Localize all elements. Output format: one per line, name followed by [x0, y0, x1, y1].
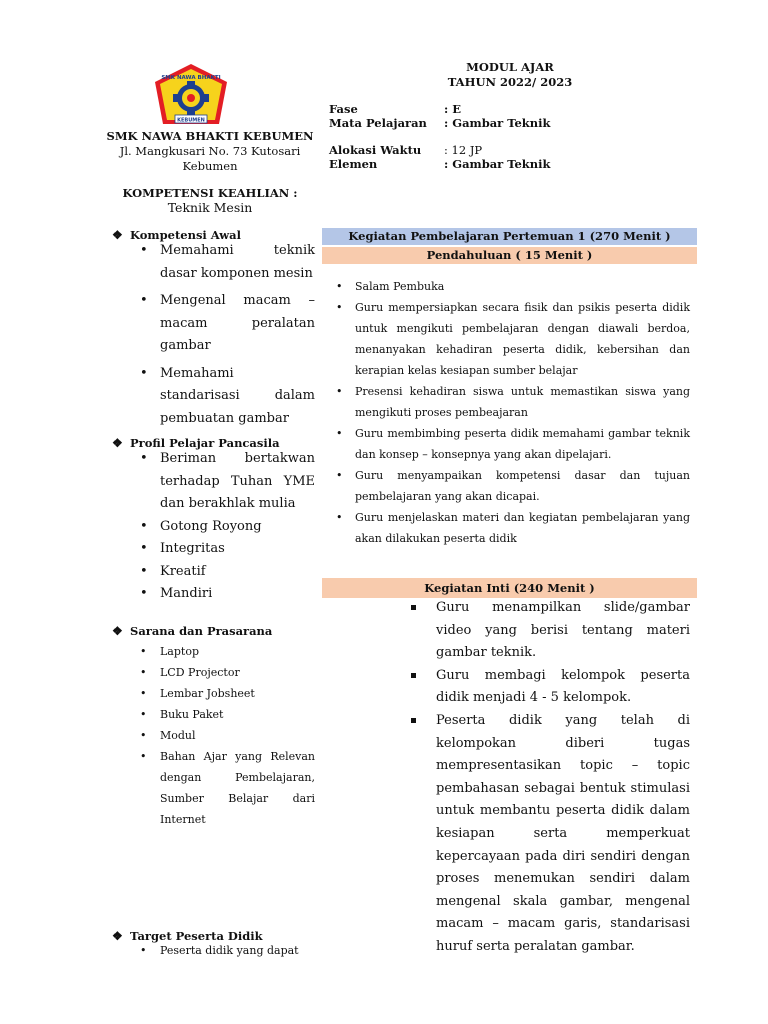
- list-item: Peserta didik yang telah di kelompokan diberi tugas mempresentasikan topic – topic pembahasan sebagai bentuk stimulasi untuk membantu peserta didik dalam kesiapan serta memperkuat kepercayaan pada diri sendiri dengan proses menemukan sendiri dalam mengenal skala gambar, mengenal macam – macam garis, standarisasi huruf serta peralatan gambar.: [409, 710, 690, 959]
- meta-key: Alokasi Waktu: [329, 143, 422, 157]
- meta-key: Fase: [329, 102, 358, 116]
- section-title: Target Peserta Didik: [130, 929, 263, 943]
- module-title-block: [420, 60, 600, 90]
- list-item: • Guru menyampaikan kompetensi dasar dan tujuan pembelajaran yang akan dicapai.: [336, 465, 690, 507]
- logo-bottom-text: KEBUMEN: [177, 117, 205, 124]
- diamond-bullet-icon: ❖: [112, 436, 123, 450]
- meta-value: : E: [444, 102, 462, 116]
- competency-value: Teknik Mesin: [167, 200, 253, 215]
- list-item: • Lembar Jobsheet: [140, 683, 315, 704]
- section-title: Sarana dan Prasarana: [130, 624, 273, 638]
- meta-key: Mata Pelajaran: [329, 116, 427, 130]
- kegiatan-header: Kegiatan Pembelajaran Pertemuan 1 (270 Menit ): [322, 228, 697, 245]
- sarana-list: [140, 641, 315, 830]
- meta-value: : Gambar Teknik: [444, 116, 551, 130]
- list-item: • Presensi kehadiran siswa untuk memastikan siswa yang mengikuti proses pembeajaran: [336, 381, 690, 423]
- address-line-1: Jl. Mangkusari No. 73 Kutosari: [119, 144, 301, 158]
- list-item: • LCD Projector: [140, 662, 315, 683]
- list-item: • Mengenal macam – macam peralatan gambar: [140, 290, 315, 358]
- section-title: Kompetensi Awal: [130, 228, 241, 242]
- list-item: Guru menampilkan slide/gambar video yang berisi tentang materi gambar teknik.: [409, 597, 690, 665]
- pendahuluan-header: Pendahuluan ( 15 Menit ): [322, 247, 697, 264]
- list-item: • Salam Pembuka: [336, 276, 690, 297]
- diamond-bullet-icon: ❖: [112, 624, 123, 638]
- list-item: • Integritas: [140, 538, 315, 561]
- diamond-bullet-icon: ❖: [112, 228, 123, 242]
- list-item: • Mandiri: [140, 583, 315, 606]
- school-logo: [147, 62, 235, 132]
- list-item: • Kreatif: [140, 561, 315, 584]
- school-address: [100, 144, 320, 174]
- list-item: • Guru mempersiapkan secara fisik dan psikis peserta didik untuk mengikuti pembelajaran dengan diawali berdoa, menanyakan kehadiran peserta didik, kebersihan dan kerapian kelas kesiapan sumber belajar: [336, 297, 690, 381]
- meta-value: : Gambar Teknik: [444, 157, 551, 171]
- pendahuluan-list: [336, 276, 690, 549]
- list-item: • Buku Paket: [140, 704, 315, 725]
- address-line-2: Kebumen: [182, 159, 238, 173]
- list-item: • Laptop: [140, 641, 315, 662]
- meta-key: Elemen: [329, 157, 378, 171]
- list-item: • Memahami standarisasi dalam pembuatan gambar: [140, 363, 315, 431]
- module-title: MODUL AJAR: [466, 60, 554, 74]
- list-item: • Gotong Royong: [140, 516, 315, 539]
- section-sarana: [112, 624, 272, 638]
- list-item: • Peserta didik yang dapat: [140, 940, 315, 961]
- module-year: TAHUN 2022/ 2023: [447, 75, 573, 89]
- list-item: • Bahan Ajar yang Relevan dengan Pembelajaran, Sumber Belajar dari Internet: [140, 746, 315, 830]
- list-item: • Guru membimbing peserta didik memahami gambar teknik dan konsep – konsepnya yang akan dipelajari.: [336, 423, 690, 465]
- logo-top-text: SMK NAWA BHAKTI: [161, 75, 221, 81]
- kompetensi-awal-list: [140, 240, 315, 430]
- list-item: • Memahami teknik dasar komponen mesin: [140, 240, 315, 285]
- list-item: • Modul: [140, 725, 315, 746]
- section-title: Profil Pelajar Pancasila: [130, 436, 280, 450]
- inti-list: [409, 597, 690, 959]
- profil-list: [140, 448, 315, 606]
- list-item: • Guru menjelaskan materi dan kegiatan pembelajaran yang akan dilakukan peserta didik: [336, 507, 690, 549]
- meta-value: : 12 JP: [444, 143, 483, 157]
- competency-title: KOMPETENSI KEAHLIAN :: [122, 186, 298, 200]
- diamond-bullet-icon: ❖: [112, 929, 123, 943]
- school-name: SMK NAWA BHAKTI KEBUMEN: [106, 129, 314, 143]
- list-item: • Beriman bertakwan terhadap Tuhan YME dan berakhlak mulia: [140, 448, 315, 516]
- list-item: Guru membagi kelompok peserta didik menjadi 4 - 5 kelompok.: [409, 665, 690, 710]
- target-list: [140, 940, 315, 961]
- inti-header: Kegiatan Inti (240 Menit ): [322, 578, 697, 598]
